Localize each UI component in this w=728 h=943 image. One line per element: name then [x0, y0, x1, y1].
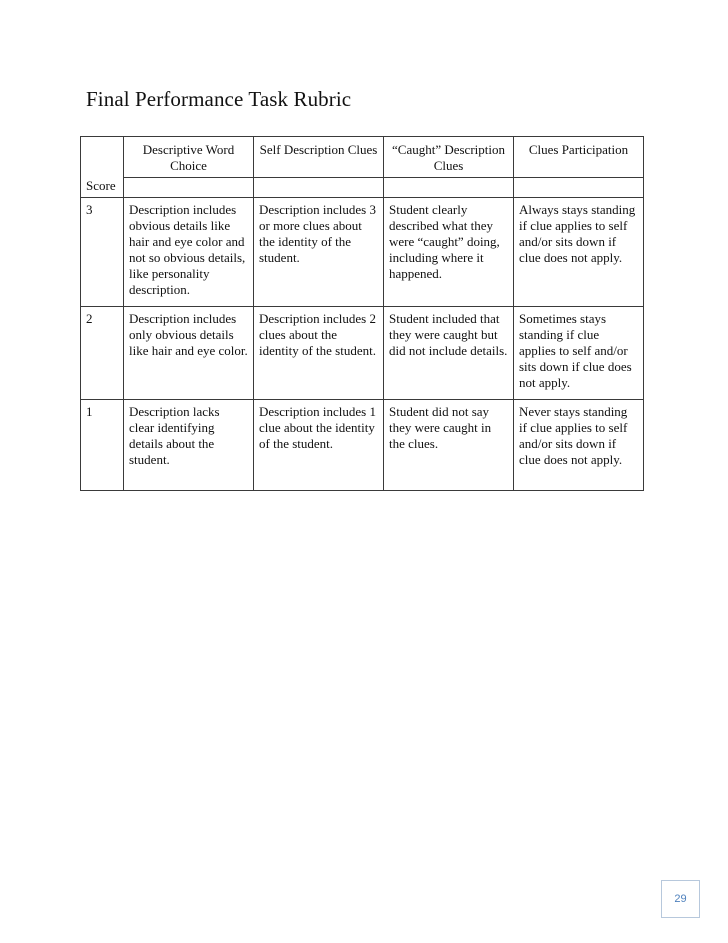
score-label-filler	[384, 178, 514, 198]
header-caught-description-clues: “Caught” Description Clues	[384, 137, 514, 178]
header-self-description-clues: Self Description Clues	[254, 137, 384, 178]
self-description-clues-cell: Description includes 1 clue about the identity of the student.	[254, 399, 384, 490]
descriptive-word-choice-cell: Description includes obvious details like hair and eye color and not so obvious details, like personality description.	[124, 197, 254, 306]
caught-description-clues-cell: Student clearly described what they were “caught” doing, including where it happened.	[384, 197, 514, 306]
score-cell: 1	[81, 399, 124, 490]
table-header-row	[81, 137, 644, 178]
clues-participation-cell: Always stays standing if clue applies to self and/or sits down if clue does not apply.	[514, 197, 644, 306]
header-corner-cell	[81, 137, 124, 178]
clues-participation-cell: Sometimes stays standing if clue applies to self and/or sits down if clue does not apply.	[514, 306, 644, 399]
descriptive-word-choice-cell: Description lacks clear identifying details about the student.	[124, 399, 254, 490]
page-number-badge: 29	[661, 880, 700, 918]
score-cell: 2	[81, 306, 124, 399]
header-clues-participation: Clues Participation	[514, 137, 644, 178]
score-column-label: Score	[81, 178, 124, 198]
page-title: Final Performance Task Rubric	[86, 87, 352, 111]
caught-description-clues-cell: Student included that they were caught but did not include details.	[384, 306, 514, 399]
self-description-clues-cell: Description includes 2 clues about the identity of the student.	[254, 306, 384, 399]
score-cell: 3	[81, 197, 124, 306]
clues-participation-cell: Never stays standing if clue applies to self and/or sits down if clue does not apply.	[514, 399, 644, 490]
score-label-filler	[514, 178, 644, 198]
header-descriptive-word-choice: Descriptive Word Choice	[124, 137, 254, 178]
descriptive-word-choice-cell: Description includes only obvious details like hair and eye color.	[124, 306, 254, 399]
self-description-clues-cell: Description includes 3 or more clues about the identity of the student.	[254, 197, 384, 306]
score-label-row	[81, 178, 644, 198]
caught-description-clues-cell: Student did not say they were caught in the clues.	[384, 399, 514, 490]
table-row-score-1	[81, 399, 644, 490]
score-label-filler	[124, 178, 254, 198]
table-row-score-2	[81, 306, 644, 399]
score-label-filler	[254, 178, 384, 198]
table-row-score-3	[81, 197, 644, 306]
rubric-table	[80, 136, 644, 491]
